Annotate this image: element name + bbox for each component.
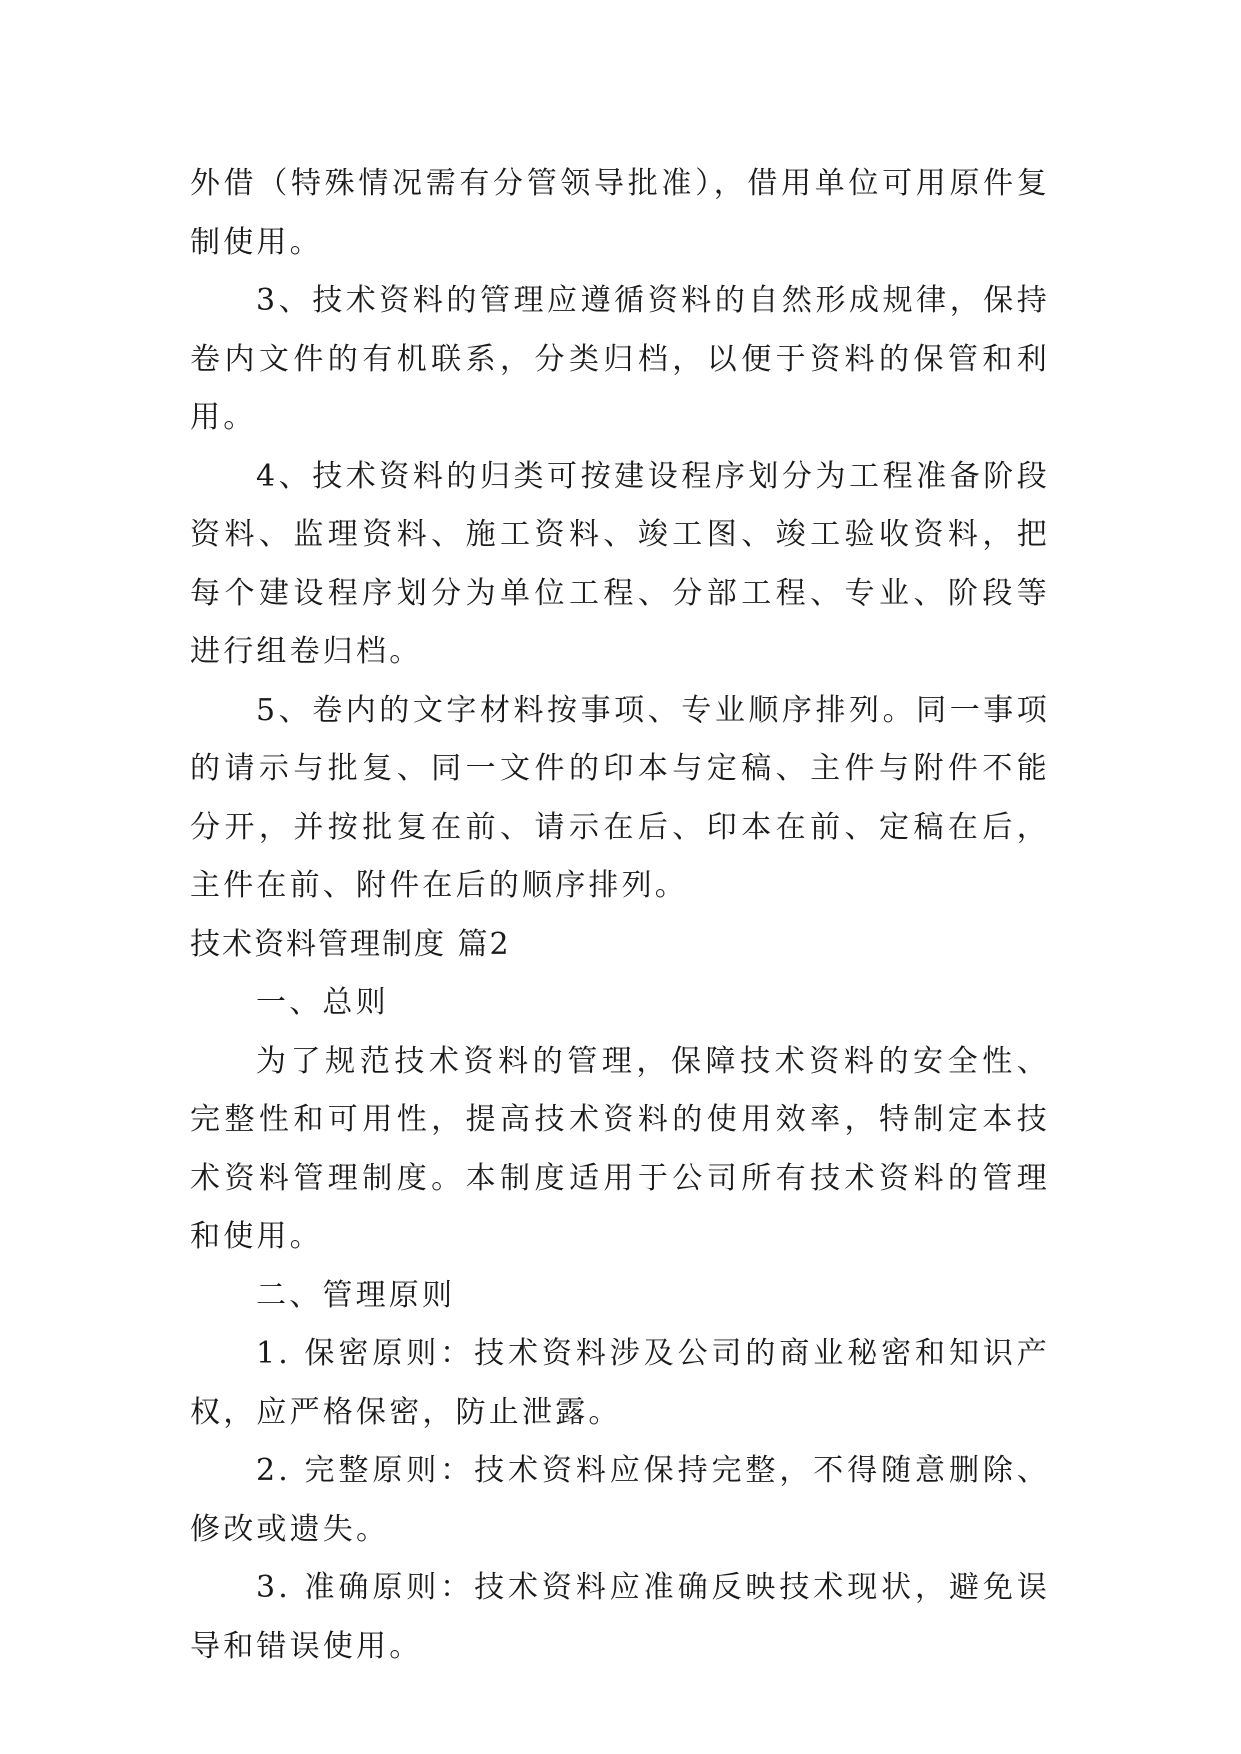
paragraph-principle-accuracy: 3. 准确原则：技术资料应准确反映技术现状，避免误导和错误使用。 bbox=[190, 1570, 1050, 1664]
paragraph-principle-integrity: 2. 完整原则：技术资料应保持完整，不得随意删除、修改或遗失。 bbox=[190, 1453, 1050, 1547]
paragraph-item-5: 5、卷内的文字材料按事项、专业顺序排列。同一事项的请示与批复、同一文件的印本与定稿、主件与附件不能分开，并按批复在前、请示在后、印本在前、定稿在后，主件在前、附件在后的顺序排列。 bbox=[190, 692, 1050, 903]
document-body bbox=[190, 155, 1050, 1676]
paragraph-general-provisions: 为了规范技术资料的管理，保障技术资料的安全性、完整性和可用性，提高技术资料的使用效率，特制定本技术资料管理制度。本制度适用于公司所有技术资料的管理和使用。 bbox=[190, 1043, 1050, 1254]
heading-management-principles: 二、管理原则 bbox=[256, 1277, 456, 1313]
section-title-part-2: 技术资料管理制度 篇2 bbox=[190, 926, 511, 962]
heading-general-provisions: 一、总则 bbox=[256, 985, 389, 1020]
paragraph-item-4: 4、技术资料的归类可按建设程序划分为工程准备阶段资料、监理资料、施工资料、竣工图、竣工验收资料，把每个建设程序划分为单位工程、分部工程、专业、阶段等进行组卷归档。 bbox=[190, 458, 1050, 669]
paragraph-item-3: 3、技术资料的管理应遵循资料的自然形成规律，保持卷内文件的有机联系，分类归档，以便于资料的保管和利用。 bbox=[190, 283, 1050, 435]
paragraph-principle-confidentiality: 1. 保密原则：技术资料涉及公司的商业秘密和知识产权，应严格保密，防止泄露。 bbox=[190, 1336, 1050, 1430]
paragraph-borrowing-continued: 外借（特殊情况需有分管领导批准），借用单位可用原件复制使用。 bbox=[190, 166, 1050, 260]
